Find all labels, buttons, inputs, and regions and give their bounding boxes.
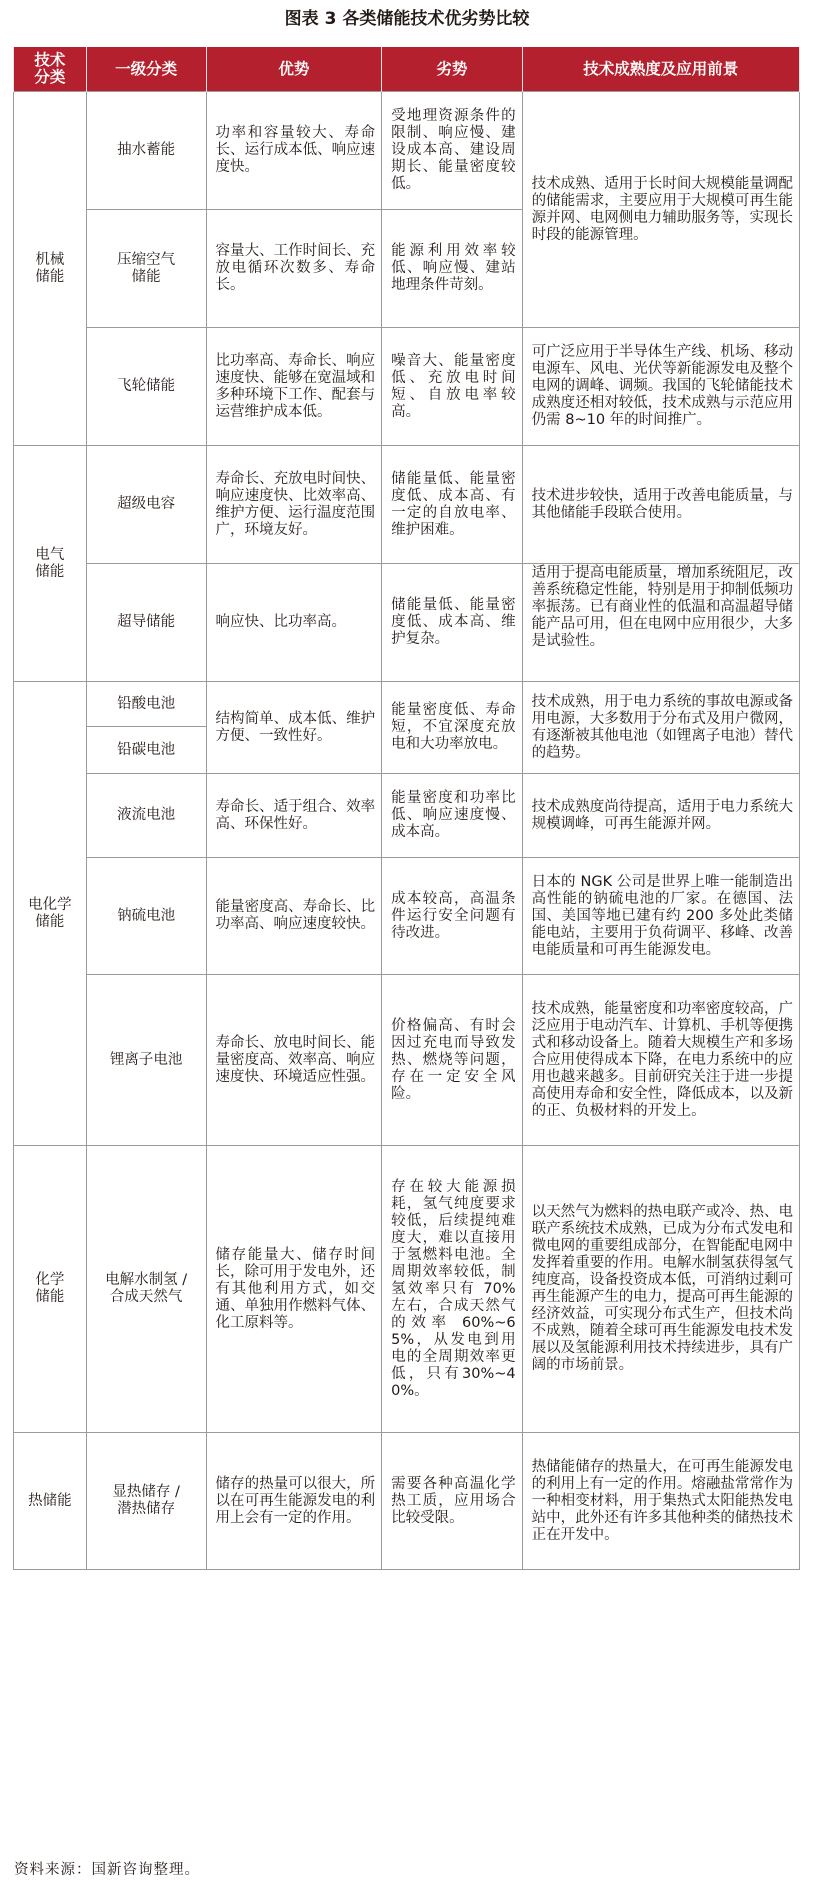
cons-cell: 成本较高，高温条件运行安全问题有待改进。 [382,858,522,975]
header-maturity: 技术成熟度及应用前景 [522,47,799,92]
maturity-cell: 热储能储存的热量大，在可再生能源发电的利用上有一定的作用。熔融盐常常作为一种相变材料，用于集热式太阳能热发电站中，此外还有许多其他种类的储热技术正在开发中。 [522,1433,799,1570]
cons-cell: 储能量低、能量密度低、成本高、有一定的自放电率、维护困难。 [382,446,522,564]
subcategory-sodium-sulfur: 钠硫电池 [86,858,206,975]
table-row [14,1433,800,1570]
pros-cell: 能量密度高、寿命长、比功率高、响应速度较快。 [206,858,382,975]
pros-cell: 储存能量大、储存时间长，除可用于发电外，还有其他利用方式，如交通、单独用作燃料气体、化工原料等。 [206,1146,382,1433]
subcategory-sensible-latent-heat: 显热储存 / 潜热储存 [86,1433,206,1570]
pros-cell: 结构简单、成本低、维护方便、一致性好。 [206,682,382,774]
subcategory-lead-carbon: 铅碳电池 [86,727,206,774]
figure-title: 图表 3 各类储能技术优劣势比较 [284,9,530,29]
source-note: 资料来源：国新咨询整理。 [14,1862,200,1878]
table-row [14,92,800,210]
maturity-cell: 以天然气为燃料的热电联产或冷、热、电联产系统技术成熟，已成为分布式发电和微电网的重要组成部分，在智能配电网中发挥着重要的作用。电解水制氢获得氢气纯度高，设备投资成本低，可消纳过剩可再生能源产生的电力，提高可再生能源的经济效益，可实现分布式生产，但技术尚不成熟，随着全球可再生能源发电技术发展以及氢能源利用技术持续进步，具有广阔的市场前景。 [522,1146,799,1433]
subcategory-lithium-ion: 锂离子电池 [86,975,206,1146]
subcategory-electrolysis-hydrogen: 电解水制氢 / 合成天然气 [86,1146,206,1433]
pros-cell: 比功率高、寿命长、响应速度快、能够在宽温域和多种环境下工作、配套与运营维护成本低。 [206,328,382,446]
header-level1: 一级分类 [86,47,206,92]
header-tech-class: 技术 分类 [14,47,87,92]
category-chemical: 化学 储能 [14,1146,87,1433]
maturity-cell: 适用于提高电能质量，增加系统阻尼，改善系统稳定性能，特别是用于抑制低频功率振荡。已有商业性的低温和高温超导储能产品可用，但在电网中应用很少，大多是试验性。 [522,564,799,682]
pros-cell: 容量大、工作时间长、充放电循环次数多、寿命长。 [206,210,382,328]
maturity-cell: 可广泛应用于半导体生产线、机场、移动电源车、风电、光伏等新能源发电及整个电网的调峰、调频。我国的飞轮储能技术成熟度还相对较低，技术成熟与示范应用仍需 8~10 年的时间推广。 [522,328,799,446]
cons-cell: 储能量低、能量密度低、成本高、维护复杂。 [382,564,522,682]
maturity-cell: 技术成熟，用于电力系统的事故电源或备用电源，大多数用于分布式及用户微网，有逐渐被其他电池（如锂离子电池）替代的趋势。 [522,682,799,774]
maturity-cell: 日本的 NGK 公司是世界上唯一能制造出高性能的钠硫电池的厂家。在德国、法国、美国等地已建有约 200 多处此类储能电站，主要用于负荷调平、移峰、改善电能质量和可再生能源发电。 [522,858,799,975]
cons-cell: 需要各种高温化学热工质，应用场合比较受限。 [382,1433,522,1570]
pros-cell: 功率和容量较大、寿命长、运行成本低、响应速度快。 [206,92,382,210]
category-thermal: 热储能 [14,1433,87,1570]
cons-cell: 噪音大、能量密度低、充放电时间短、自放电率较高。 [382,328,522,446]
maturity-cell: 技术成熟、适用于长时间大规模能量调配的储能需求，主要应用于大规模可再生能源并网、电网侧电力辅助服务等，实现长时段的能源管理。 [522,92,799,328]
subcategory-flywheel: 飞轮储能 [86,328,206,446]
subcategory-flow-battery: 液流电池 [86,774,206,858]
cons-cell: 能源利用效率较低、响应慢、建站地理条件苛刻。 [382,210,522,328]
cons-cell: 能量密度低、寿命短，不宜深度充放电和大功率放电。 [382,682,522,774]
table-row [14,975,800,1146]
table-row [14,446,800,564]
cons-cell: 价格偏高、有时会因过充电而导致发热、燃烧等问题，存在一定安全风险。 [382,975,522,1146]
category-electrical: 电气 储能 [14,446,87,682]
cons-cell: 能量密度和功率比低、响应速度慢、成本高。 [382,774,522,858]
table-row [14,328,800,446]
subcategory-superconducting: 超导储能 [86,564,206,682]
table-row [14,774,800,858]
maturity-cell: 技术成熟，能量密度和功率密度较高，广泛应用于电动汽车、计算机、手机等便携式和移动设备上。随着大规模生产和多场合应用使得成本下降，在电力系统中的应用也越来越多。目前研究关注于进一步提高使用寿命和安全性，降低成本，以及新的正、负极材料的开发上。 [522,975,799,1146]
subcategory-lead-acid: 铅酸电池 [86,682,206,727]
maturity-cell: 技术进步较快，适用于改善电能质量，与其他储能手段联合使用。 [522,446,799,564]
table-header-row [14,47,800,92]
header-pros: 优势 [206,47,382,92]
category-electrochemical: 电化学 储能 [14,682,87,1146]
table-row [14,682,800,727]
pros-cell: 寿命长、充放电时间快、响应速度快、比效率高、维护方便、运行温度范围广，环境友好。 [206,446,382,564]
cons-cell: 受地理资源条件的限制、响应慢、建设成本高、建设周期长、能量密度较低。 [382,92,522,210]
header-cons: 劣势 [382,47,522,92]
pros-cell: 储存的热量可以很大，所以在可再生能源发电的利用上会有一定的作用。 [206,1433,382,1570]
subcategory-supercapacitor: 超级电容 [86,446,206,564]
pros-cell: 响应快、比功率高。 [206,564,382,682]
maturity-cell: 技术成熟度尚待提高，适用于电力系统大规模调峰，可再生能源并网。 [522,774,799,858]
subcategory-compressed-air: 压缩空气 储能 [86,210,206,328]
subcategory-pumped-hydro: 抽水蓄能 [86,92,206,210]
category-mechanical: 机械 储能 [14,92,87,446]
comparison-table [13,47,800,1570]
pros-cell: 寿命长、放电时间长、能量密度高、效率高、响应速度快、环境适应性强。 [206,975,382,1146]
table-row [14,564,800,682]
table-row [14,858,800,975]
cons-cell: 存在较大能源损耗，氢气纯度要求较低，后续提纯难度大，难以直接用于氢燃料电池。全周期效率较低，制氢效率只有 70% 左右，合成天然气的效率 60%~65%，从发电到用电的全周期效率更低，只有30%~40%。 [382,1146,522,1433]
pros-cell: 寿命长、适于组合、效率高、环保性好。 [206,774,382,858]
table-row [14,1146,800,1433]
